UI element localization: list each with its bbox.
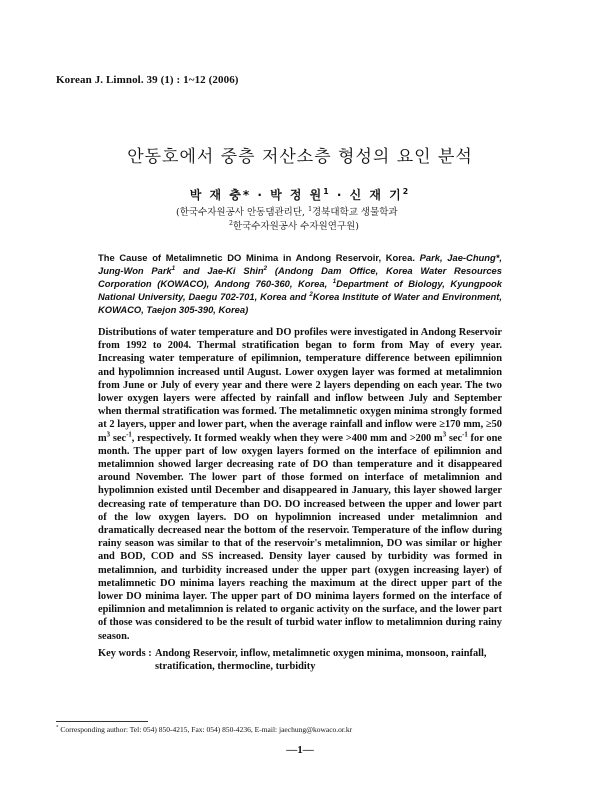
abstract-superscript: 3 <box>106 431 111 439</box>
affiliation-text: (한국수자원공사 안동댐관리단, <box>176 207 309 218</box>
english-author-mark: 1 <box>171 264 176 272</box>
abstract-text: sec <box>110 432 127 444</box>
abstract-text: for one month. The upper part of low oxygen layers formed on the interface of epilimnion and metalimnion showed larger decreasing rate of DO than temperature and it disappeared around November. The lower part of those formed on interface of metalimnion and hypolimnion existed until December and disappeared in January, this layer showed larger decreasing rate of temperature than DO. DO increased between the upper and lower part of the low oxygen layers. DO on hypolimnion increased under metalimnion and dramatically decreased near the bottom of the reservoir. Temperature of the inflow during rainy season was similar to that of the reservoir's metalimnion, DO was similar or higher and BOD, COD and SS increased. Density layer caused by turbidity was formed in metalimnion, and turbidity increased under the upper part (oxygen increasing layer) of metalimnetic DO minima layers reaching the maximum at the direct upper part of the lower DO minima layer. The upper part of DO minima layers formed on the interface of epilimnion and metalimnion is related to organic activity on the surface, and the lower part of those was considered to be the result of turbid water inflow to metalimnion during rainy season. <box>98 432 502 642</box>
affiliation-mark: 1 <box>308 205 312 213</box>
english-author-text: Korea Institute of Water and Environment, KOWACO, Taejon 305-390, Korea) <box>98 291 502 315</box>
english-author-text: Park, Jae-Chung*, Jung-Won Park <box>98 252 502 276</box>
affiliation-line-1 <box>176 206 476 220</box>
english-author-mark: 2 <box>263 264 268 272</box>
keywords-label: Key words : <box>98 648 152 659</box>
footnote-rule <box>56 721 148 722</box>
abstract-superscript: -1 <box>126 431 132 439</box>
author-separator: · <box>330 188 350 202</box>
keywords <box>98 647 508 673</box>
abstract-superscript: -1 <box>462 431 468 439</box>
english-author-text: Department of Biology, Kyungpook National University, Daegu 702-701, Korea and <box>98 278 502 302</box>
author-3-mark: 2 <box>402 187 411 196</box>
abstract-text: Distributions of water temperature and DO profiles were investigated in Andong Reservoir from 1992 to 2004. Thermal stratification began to form from May of every year. Increasing water temperature of epilimnion, temperature difference between epilimnion and hypolimnion increased until August. Lower oxygen layer was formed at metalimnion from June or July of every year and there were 2 layers depending on each year. The two lower oxygen layers were affected by rainfall and inflow between July and September when thermal stratification was formed. The metalimnetic oxygen minima strongly formed at 2 layers, upper and lower part, when the average rainfall and inflow were ≥170 mm, ≥50 m <box>98 327 502 444</box>
keywords-text: Andong Reservoir, inflow, metalimnetic oxygen minima, monsoon, rainfall, stratification, thermocline, turbidity <box>155 648 487 673</box>
abstract-superscript: 3 <box>442 431 447 439</box>
affiliation-text: 경북대학교 생물학과 <box>312 207 398 218</box>
affiliation-line-2 <box>176 220 476 234</box>
abstract-text: , respectively. It formed weakly when they were >400 mm and >200 m <box>131 432 443 444</box>
english-title: The Cause of Metalimnetic DO Minima in Andong Reservoir, Korea. <box>98 252 415 263</box>
abstract-text: sec <box>446 432 463 444</box>
korean-affiliations <box>176 206 476 234</box>
abstract <box>98 326 502 643</box>
author-2: 박 정 원 <box>270 188 324 202</box>
footnote-text: Corresponding author: Tel: 054) 850-4215, Fax: 054) 850-4236, E-mail: jaechung@kowaco.or.kr <box>58 725 353 734</box>
affiliation-mark: 2 <box>229 219 233 227</box>
english-author-mark: 1 <box>332 277 337 285</box>
footnote-mark: * <box>56 725 59 731</box>
korean-authors <box>0 186 600 203</box>
english-author-text: (Andong Dam Office, Korea Water Resources Corporation (KOWACO), Andong 760-360, Korea, <box>98 265 502 289</box>
author-3: 신 재 기 <box>349 188 403 202</box>
affiliation-text: 한국수자원공사 수자원연구원) <box>232 221 359 232</box>
journal-citation: Korean J. Limnol. 39 (1) : 1~12 (2006) <box>56 74 239 86</box>
korean-title: 안동호에서 중층 저산소층 형성의 요인 분석 <box>127 147 473 167</box>
english-author-text: and Jae-Ki Shin <box>175 265 264 276</box>
english-title-block <box>98 251 502 316</box>
author-1: 박 재 충* <box>189 188 252 202</box>
author-separator: · <box>251 188 271 202</box>
english-author-mark: 2 <box>309 290 313 298</box>
footnote <box>56 725 352 734</box>
page-number: —1— <box>286 744 314 756</box>
author-2-mark: 1 <box>323 187 331 196</box>
